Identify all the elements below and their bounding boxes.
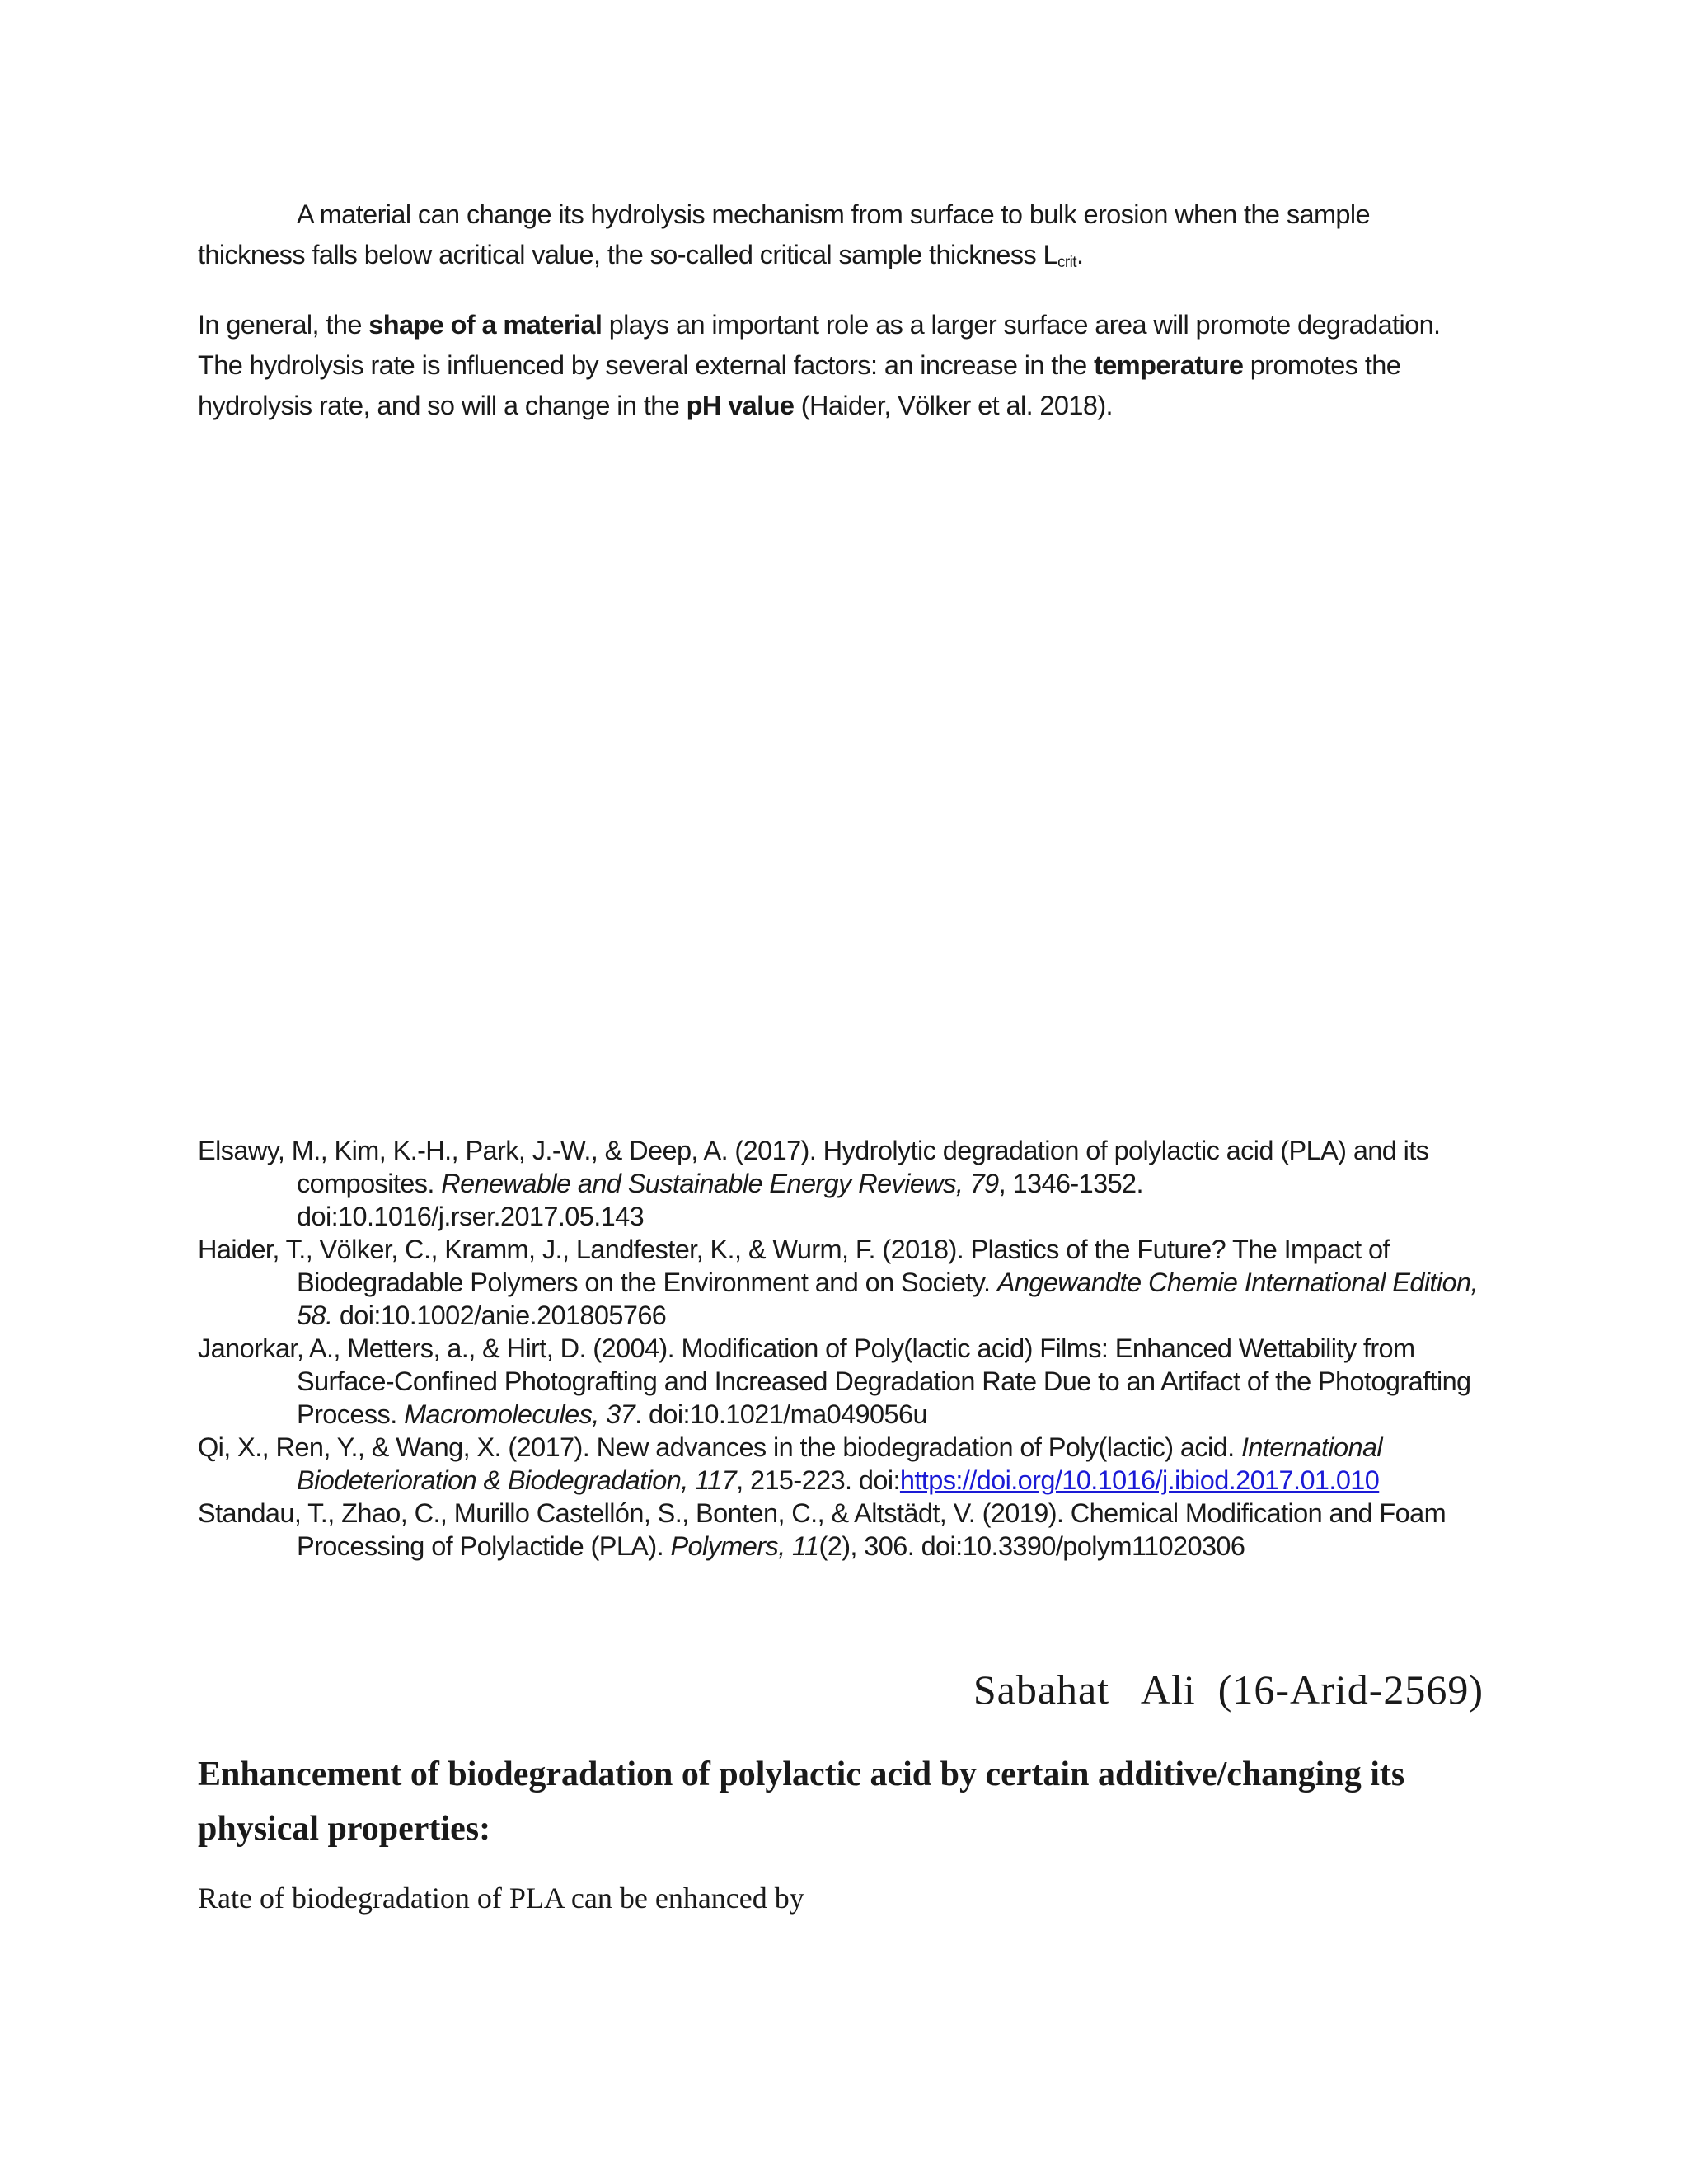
reference-item	[198, 1233, 1484, 1332]
reference-journal: Angewandte Chemie International Edition, 58.	[297, 1268, 1478, 1330]
paragraph2-text-4: (Haider, Völker et al. 2018).	[794, 391, 1113, 420]
reference-item	[198, 1431, 1484, 1497]
reference-details: (2), 306. doi:10.3390/polym11020306	[818, 1531, 1245, 1561]
reference-journal: Polymers, 11	[670, 1531, 819, 1561]
reference-list	[198, 1134, 1484, 1563]
reference-journal: International Biodeterioration & Biodegradation, 117	[297, 1432, 1383, 1495]
reference-text: Elsawy, M., Kim, K.-H., Park, J.-W., & Deep, A. (2017). Hydrolytic degradation of polylactic acid (PLA) and its composites.	[198, 1136, 1429, 1198]
reference-details: . doi:10.1021/ma049056u	[635, 1399, 927, 1429]
reference-details: doi:10.1002/anie.201805766	[332, 1301, 667, 1330]
paragraph1-text: A material can change its hydrolysis mechanism from surface to bulk erosion when the sample thickness falls below acritical value, the so-called critical sample thickness L	[198, 199, 1371, 269]
reference-journal: Macromolecules, 37	[404, 1399, 635, 1429]
bold-ph-value: pH value	[686, 391, 795, 420]
paragraph-critical-thickness	[198, 194, 1484, 275]
reference-text: Haider, T., Völker, C., Kramm, J., Landfester, K., & Wurm, F. (2018). Plastics of the Future? The Impact of Biodegradable Polymers on the Environment and on Society.	[198, 1235, 1390, 1297]
reference-item	[198, 1497, 1484, 1563]
author-line: Sabahat Ali (16-Arid-2569)	[973, 1666, 1484, 1713]
paragraph1-end: .	[1076, 240, 1084, 269]
reference-journal: Renewable and Sustainable Energy Reviews, 79	[441, 1169, 999, 1198]
reference-text: Janorkar, A., Metters, a., & Hirt, D. (2004). Modification of Poly(lactic acid) Films: Enhanced Wettability from Surface-Confined Photografting and Increased Degradation Rate Due to an Artifact of the Photografting Process.	[198, 1333, 1471, 1429]
reference-item	[198, 1134, 1484, 1233]
reference-text: Qi, X., Ren, Y., & Wang, X. (2017). New advances in the biodegradation of Poly(lactic) acid.	[198, 1432, 1241, 1462]
paragraph2-text-1: In general, the	[198, 310, 369, 340]
paragraph2-text-3: promotes the hydrolysis rate, and so will a change in the	[198, 350, 1401, 420]
reference-text: Standau, T., Zhao, C., Murillo Castellón, S., Bonten, C., & Altstädt, V. (2019). Chemical Modification and Foam Processing of Polylactide (PLA).	[198, 1498, 1447, 1561]
bold-temperature: temperature	[1094, 350, 1244, 380]
reference-details: , 215-223. doi:	[736, 1465, 900, 1495]
doi-link[interactable]: https://doi.org/10.1016/j.ibiod.2017.01.010	[899, 1465, 1380, 1495]
body-text-line: Rate of biodegradation of PLA can be enhanced by	[198, 1882, 804, 1915]
reference-item	[198, 1332, 1484, 1431]
section-heading: Enhancement of biodegradation of polylactic acid by certain additive/changing its physical properties:	[198, 1755, 1405, 1848]
reference-details: , 1346-1352. doi:10.1016/j.rser.2017.05.143	[297, 1169, 1143, 1231]
paragraph1-subscript: crit	[1057, 254, 1076, 271]
paragraph2-text-2: plays an important role as a larger surface area will promote degradation. The hydrolysis rate is influenced by several external factors: an increase in the	[198, 310, 1441, 380]
paragraph-hydrolysis-factors	[198, 305, 1484, 426]
bold-shape-of-material: shape of a material	[368, 310, 603, 340]
